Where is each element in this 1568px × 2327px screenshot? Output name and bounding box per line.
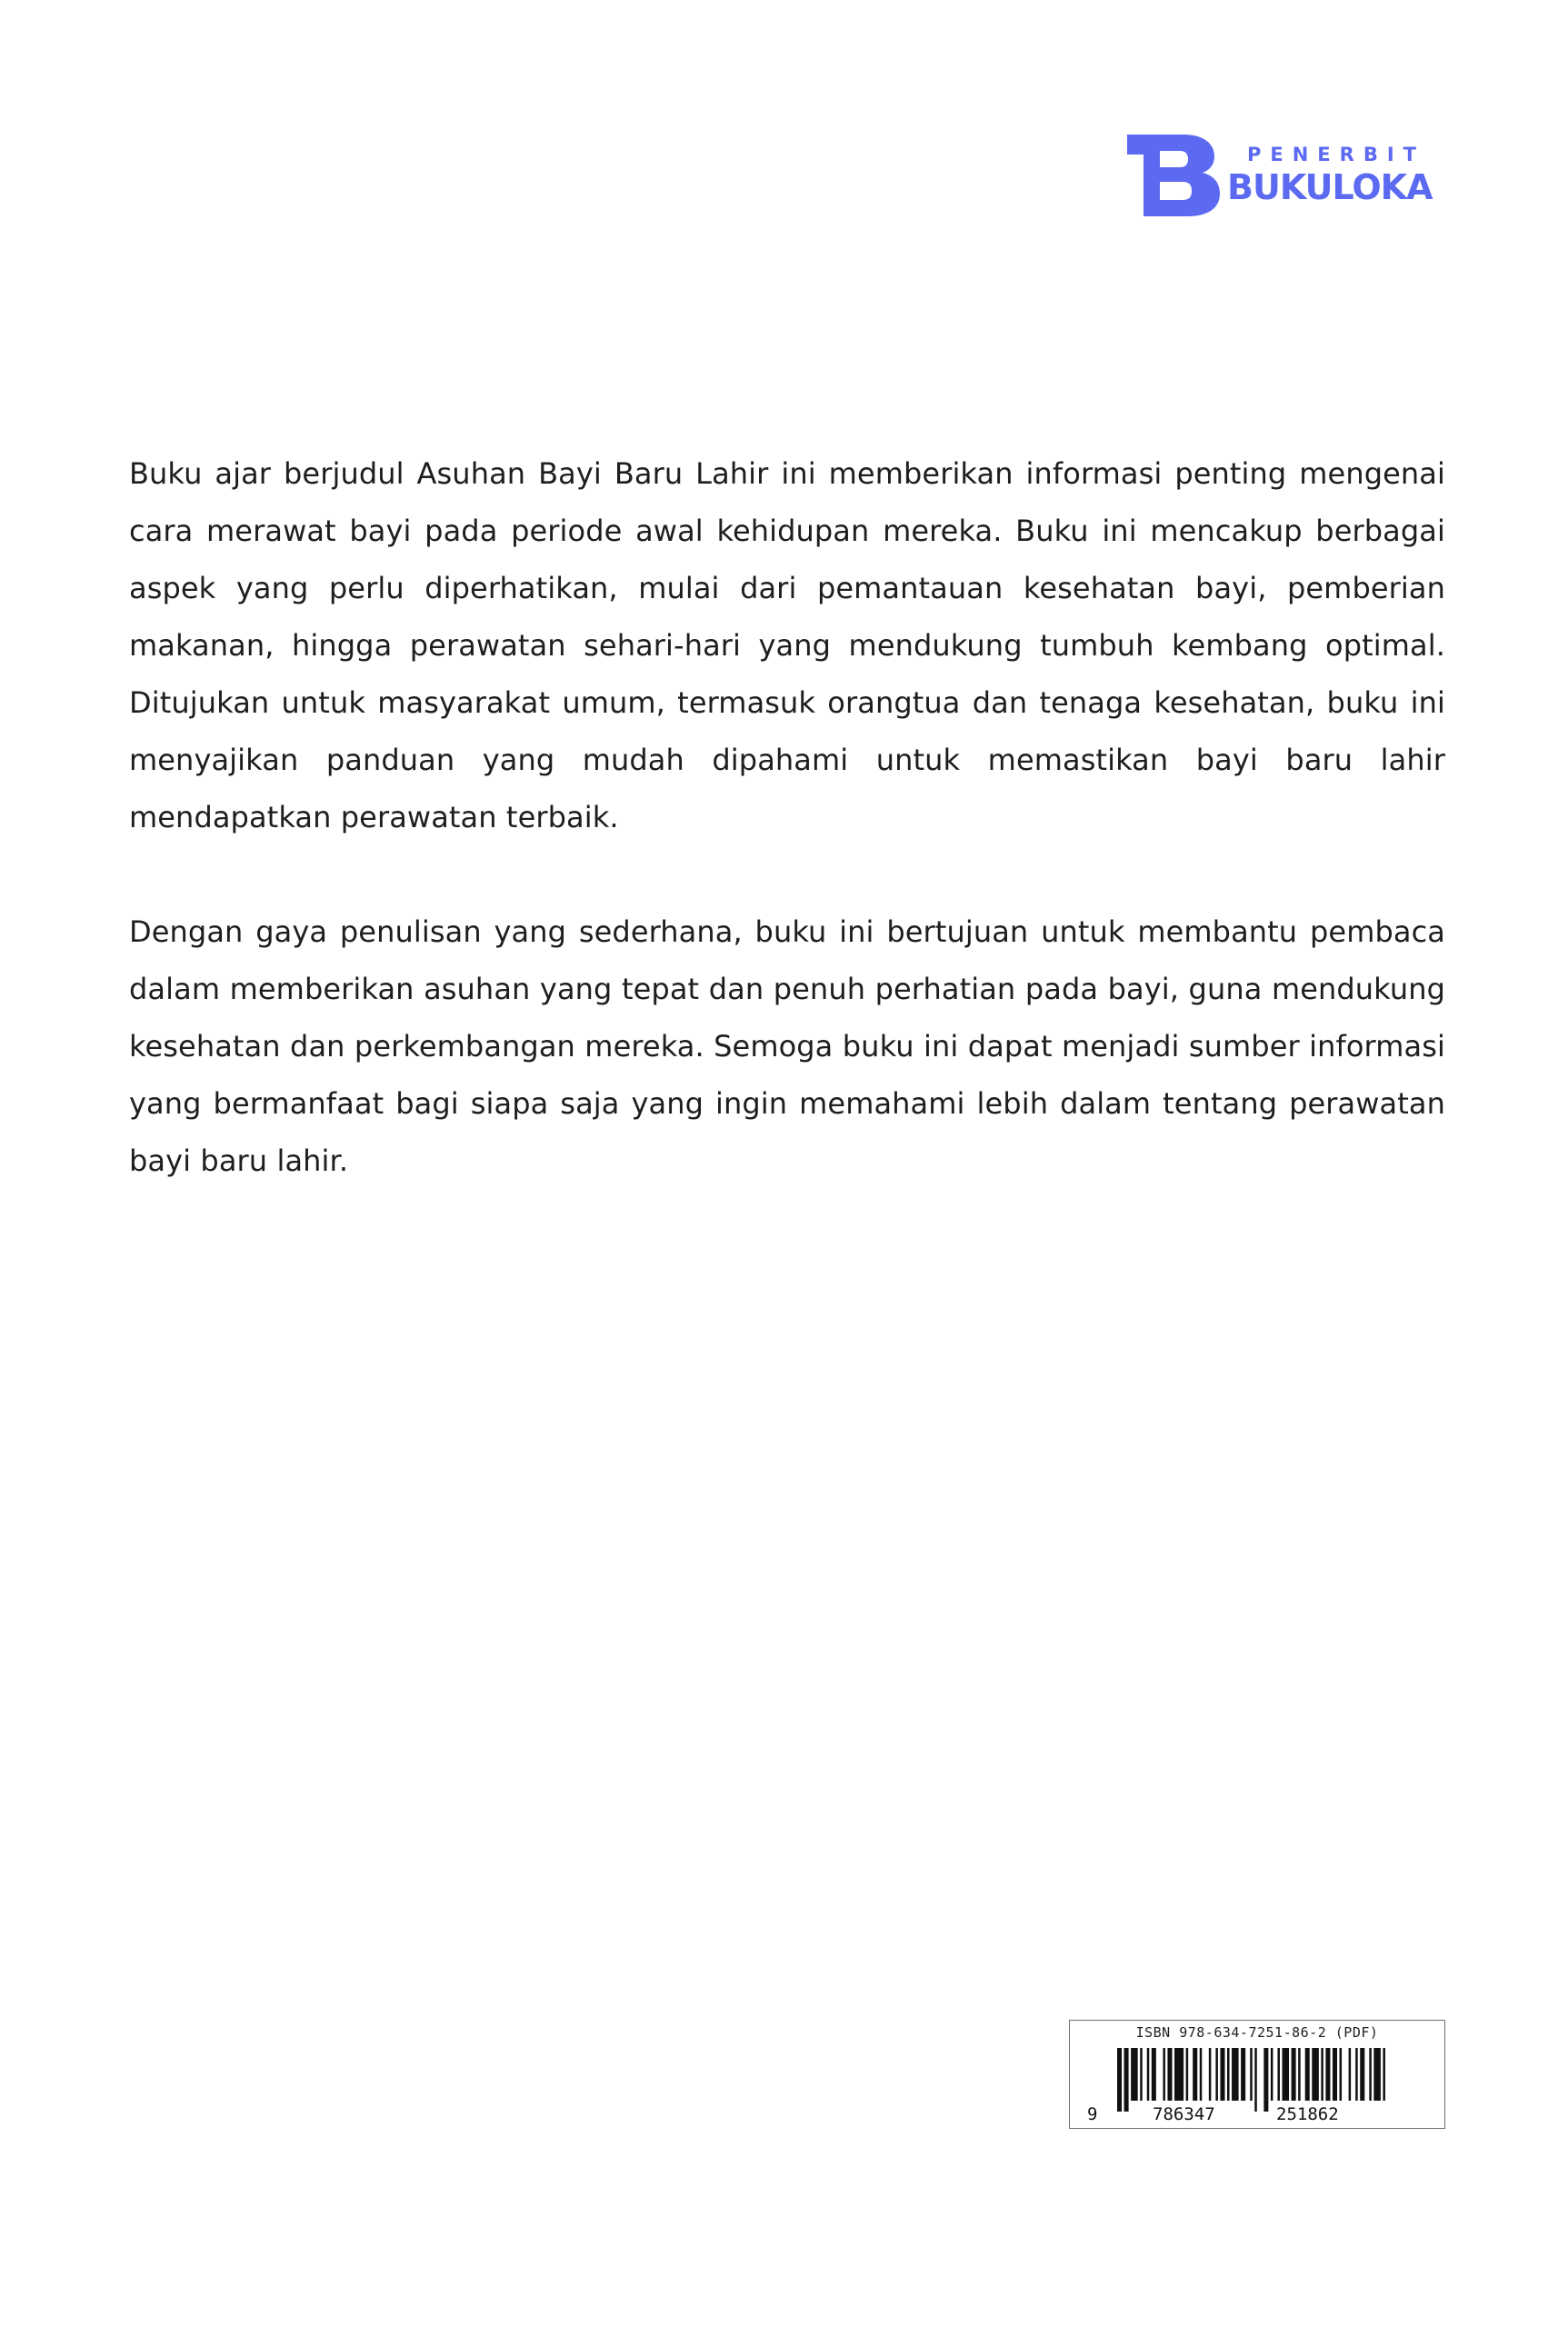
- barcode-bar: [1163, 2048, 1165, 2101]
- publisher-name: BUKULOKA: [1227, 167, 1433, 207]
- blurb-paragraph-2: Dengan gaya penulisan yang sederhana, buku ini bertujuan untuk membantu pembaca dalam memberikan asuhan yang tepat dan penuh perhatian pada bayi, guna mendukung kesehatan dan perkembangan mereka. Semoga buku ini dapat menjadi sumber informasi yang bermanfaat bagi siapa saja yang ingin memahami lebih dalam tentang perawatan bayi baru lahir.: [129, 914, 1445, 1178]
- back-cover-blurb: [129, 445, 1445, 1247]
- barcode-bar: [1250, 2048, 1253, 2101]
- barcode-bar: [1325, 2048, 1330, 2101]
- barcode-bar: [1254, 2048, 1257, 2112]
- barcode-bar: [1140, 2048, 1143, 2101]
- barcode-bar: [1360, 2048, 1364, 2101]
- barcode-bar: [1271, 2048, 1273, 2101]
- barcode-bar: [1305, 2048, 1310, 2101]
- barcode-bar: [1131, 2048, 1138, 2101]
- isbn-label: ISBN 978-634-7251-86-2 (PDF): [1135, 2024, 1379, 2041]
- isbn-first-digit: 9: [1084, 2104, 1100, 2124]
- barcode-bar: [1227, 2048, 1230, 2101]
- barcode-bar: [1167, 2048, 1172, 2101]
- barcode-bar: [1117, 2048, 1122, 2112]
- barcode-bar: [1312, 2048, 1319, 2101]
- barcode-bar: [1152, 2048, 1156, 2101]
- barcode-bar: [1283, 2048, 1290, 2101]
- barcode-bar: [1340, 2048, 1343, 2101]
- barcode-bar: [1241, 2048, 1245, 2101]
- barcode-bar: [1277, 2048, 1280, 2101]
- barcode-bar: [1209, 2048, 1212, 2101]
- barcode-bar: [1298, 2048, 1301, 2101]
- barcode-bar: [1292, 2048, 1296, 2101]
- barcode-bar: [1355, 2048, 1358, 2101]
- barcode-bar: [1174, 2048, 1183, 2101]
- publisher-logo: [1127, 135, 1450, 216]
- barcode-bar: [1193, 2048, 1197, 2101]
- publisher-b-logo-icon: [1127, 135, 1222, 216]
- barcode-bar: [1186, 2048, 1189, 2101]
- isbn-barcode-box: [1069, 2020, 1445, 2129]
- barcode-bar: [1373, 2048, 1381, 2101]
- barcode-bar: [1215, 2048, 1218, 2101]
- barcode-bar: [1333, 2048, 1337, 2101]
- barcode-bar: [1124, 2048, 1129, 2112]
- blurb-paragraph-1: Buku ajar berjudul Asuhan Bayi Baru Lahir ini memberikan informasi penting mengenai cara merawat bayi pada periode awal kehidupan mereka. Buku ini mencakup berbagai aspek yang perlu diperhatikan, mulai dari pemantauan kesehatan bayi, pemberian makanan, hingga perawatan sehari-hari yang mendukung tumbuh kembang optimal. Ditujukan untuk masyarakat umum, termasuk orangtua dan tenaga kesehatan, buku ini menyajikan panduan yang mudah dipahami untuk memastikan bayi baru lahir mendapatkan perawatan terbaik.: [129, 456, 1445, 834]
- barcode-bar: [1383, 2048, 1385, 2101]
- barcode-bar: [1147, 2048, 1150, 2101]
- barcode-graphic: [1117, 2048, 1390, 2112]
- barcode-bar: [1200, 2048, 1203, 2101]
- barcode-bar: [1349, 2048, 1352, 2101]
- publisher-kicker: PENERBIT: [1247, 144, 1425, 165]
- barcode-bar: [1232, 2048, 1239, 2101]
- barcode-bar: [1321, 2048, 1323, 2101]
- barcode-bar: [1263, 2048, 1268, 2112]
- isbn-left-group: 786347: [1150, 2104, 1218, 2124]
- barcode-bar: [1369, 2048, 1372, 2101]
- barcode-bar: [1220, 2048, 1224, 2101]
- isbn-right-group: 251862: [1273, 2104, 1342, 2124]
